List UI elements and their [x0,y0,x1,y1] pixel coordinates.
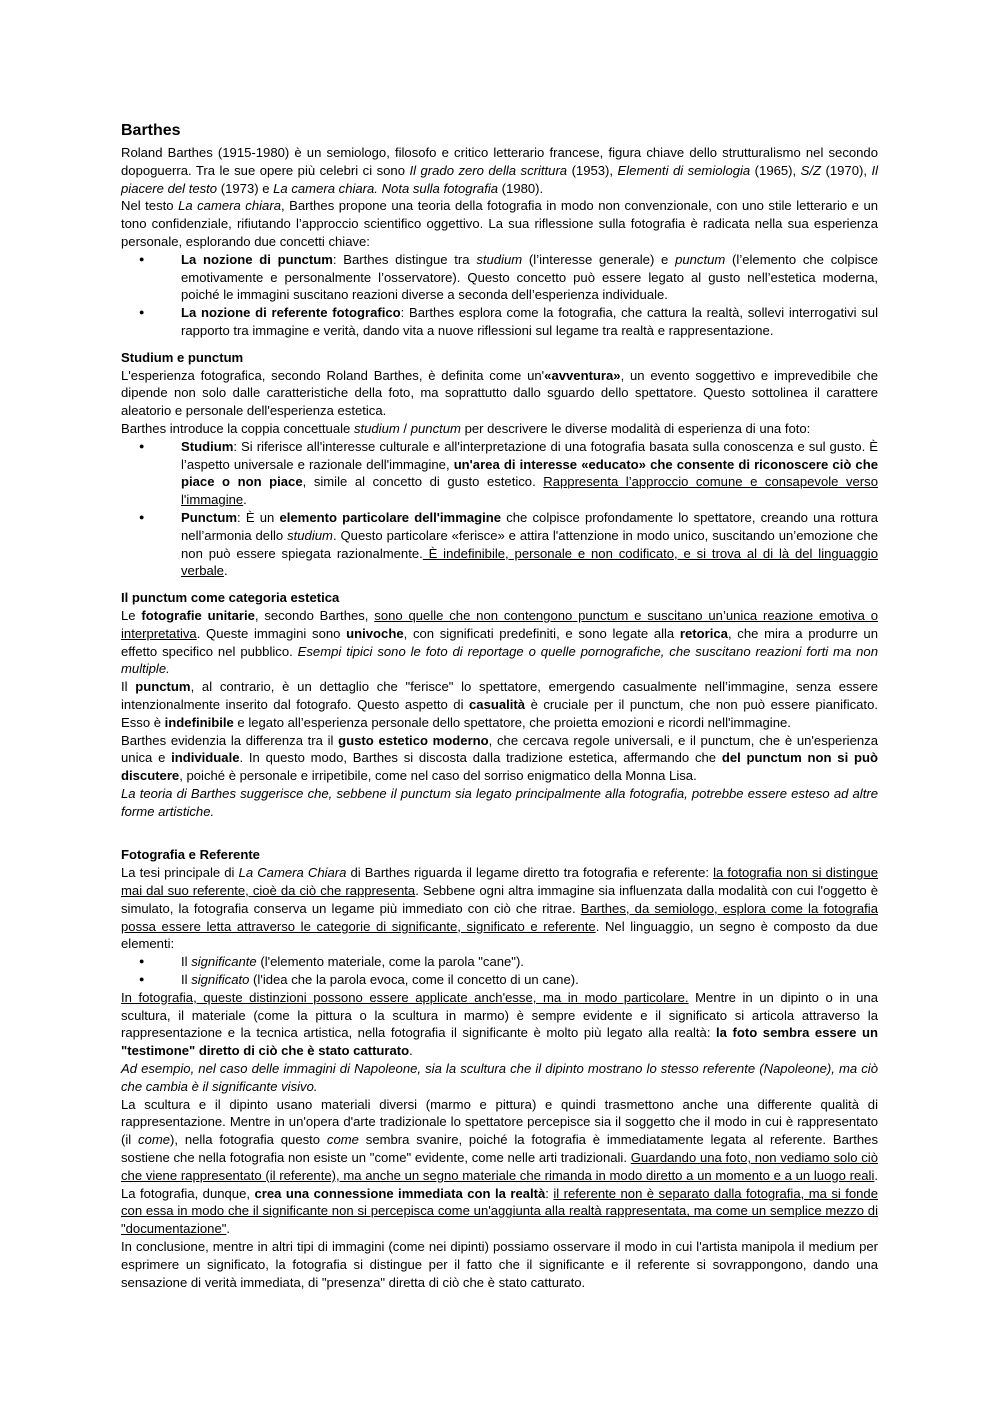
text-run: La Camera Chiara [238,865,347,881]
text-run: La camera chiara. Nota sulla fotografia [273,180,499,196]
text-run: È indefinibile, personale e non codificato, e si trova al di là del linguaggio verbale [181,545,878,579]
text-run: elemento particolare dell'immagine [279,509,502,525]
text-run: . Queste immagini sono [196,625,347,641]
text-run: (l’elemento che colpisce emotivamente e personalmente l’osservatore). Questo concetto può essere legato al gusto nell’estetica moderna, poiché le immagini suscitano reazioni diverse a seconda dell’esperienza individuale. [181,251,879,303]
text-run: studium [287,527,333,543]
text-run: crea una connessione immediata con la realtà [254,1185,546,1201]
studium-paragraph-2 [121,420,878,438]
text-run: Il [181,954,192,970]
text-run: S/Z [800,162,822,178]
text-run: punctum [675,251,726,267]
text-run: (1973) e [217,180,274,196]
referente-paragraph-1 [121,864,878,953]
text-run: Elementi di semiologia [617,162,751,178]
text-run: : Si riferisce all'interesse culturale e all'interpretazione di una fotografia basata sulla conoscenza e sul gusto. È l’aspetto universale e razionale dell'immagine, [181,438,878,472]
text-run: , che mira a produrre un effetto specifico nel pubblico. [121,625,878,659]
text-run: : Barthes distingue tra [332,251,477,267]
text-run: Il [181,972,192,988]
text-run: la fotografia non si distingue mai dal suo referente, cioè da ciò che rappresenta [121,865,878,899]
text-run: punctum [135,679,191,695]
text-run: Ad esempio, nel caso delle immagini di Napoleone, sia la scultura che il dipinto mostrano lo stesso referente (Napoleone), ma ciò che cambia è il significante visivo. [121,1061,878,1094]
intro-paragraph-1 [121,144,878,197]
punctum-paragraph-2 [121,678,878,731]
text-run: . In questo modo, Barthes si discosta dalla tradizione estetica, affermando che [239,750,722,766]
text-run: come [326,1132,359,1148]
text-run: Barthes introduce la coppia concettuale [121,420,354,436]
text-run: retorica [679,625,728,641]
text-run: Il [121,679,136,695]
punctum-paragraph-1 [121,607,878,678]
referente-paragraph-2 [121,989,878,1060]
list-item [121,509,878,580]
text-run: e legato all’esperienza personale dello spettatore, che proietta emozioni e ricordi nell'immagine. [233,714,791,730]
text-run: punctum [410,420,461,436]
text-run: Barthes evidenzia la differenza tra il [121,732,339,748]
list-item [121,971,878,989]
text-run: come [138,1132,171,1148]
intro-bullet-list [121,251,878,340]
text-run: fotografie unitarie [141,607,255,623]
text-run: Barthes, da semiologo, esplora come la fotografia possa essere letta attraverso le categorie di significante, significato e referente [121,900,878,934]
text-run: In conclusione, mentre in altri tipi di immagini (come nei dipinti) possiamo osservare il modo in cui l'artista manipola il medium per esprimere un significato, la fotografia si distingue per il fatto che il significante e il referente si sovrappongono, dando una sensazione di verità immediata, di "presenza" diretta di ciò che è stato catturato. [121,1239,878,1290]
document-title: Barthes [121,122,181,139]
document-page [121,118,878,1291]
text-run: (1953), [567,162,618,178]
text-run: . Sebbene ogni altra immagine sia influenzata dalla modalità con cui l'oggetto è simulato, la fotografia conserva un legame più immediato con ciò che ritrae. [121,883,878,916]
text-run: (l’interesse generale) e [522,251,676,267]
text-run: che colpisce profondamente lo spettatore, creando una rottura nell’armonia dello [181,509,878,543]
punctum-paragraph-3 [121,732,878,785]
referente-paragraph-3 [121,1060,878,1096]
text-run: per descrivere le diverse modalità di esperienza di una foto: [460,420,811,436]
text-run: Esempi tipici sono le foto di reportage o quelle pornografiche, che suscitano reazioni forti ma non multiple. [121,643,878,677]
text-run: , al contrario, è un dettaglio che "ferisce" lo spettatore, emergendo casualmente nell’immagine, senza essere intenzionalmente inserito dal fotografo. Questo aspetto di [121,679,878,712]
text-run: (1980). [498,180,544,196]
text-run: (l'elemento materiale, come la parola "cane"). [256,954,524,970]
text-run: individuale [171,750,240,766]
referente-paragraph-4 [121,1096,878,1238]
list-item [121,953,878,971]
text-run: , che cercava regole universali, e il punctum, che è un'esperienza unica e [121,732,878,766]
text-run: univoche [346,625,404,641]
text-run: : Barthes esplora come la fotografia, che cattura la realtà, sollevi interrogativi sul rapporto tra immagine e verità, dando vita a nuove riflessioni sul legame tra realtà e rappresentazione. [181,305,878,338]
text-run: La teoria di Barthes suggerisce che, sebbene il punctum sia legato principalmente alla fotografia, potrebbe essere esteso ad altre forme artistiche. [121,785,878,819]
text-run: Punctum [181,509,238,525]
text-run: In fotografia, queste distinzioni possono essere applicate anch'esse, ma in modo particolare. [121,989,689,1005]
text-run: , simile al concetto di gusto estetico. [302,474,544,490]
text-run: Rappresenta l’approccio comune e consapevole verso l'immagine [181,474,878,508]
text-run: la foto sembra essere un "testimone" diretto di ciò che è stato catturato [121,1025,878,1059]
list-item [121,251,878,304]
text-run: L'esperienza fotografica, secondo Roland Barthes, è definita come un' [121,367,545,383]
section-heading-studium: Studium e punctum [121,349,244,365]
text-run: , con significati predefiniti, e sono legate alla [403,625,680,641]
intro-paragraph-2 [121,197,878,250]
text-run: . [226,1221,231,1237]
referente-bullet-list [121,953,878,989]
text-run: significante [191,954,257,970]
text-run: . La fotografia, dunque, [121,1167,878,1201]
studium-bullet-list [121,438,878,580]
text-run: La scultura e il dipinto usano materiali diversi (marmo e pittura) e quindi trasmettono anche una differente qualità di rappresentazione. Mentre in un'opera d'arte tradizionale lo spettatore percepisce sia il soggetto che il modo in cui è rappresentato (il [121,1096,878,1148]
text-run: : È un [237,509,280,525]
text-run: Guardando una foto, non vediamo solo ciò che viene rappresentato (il referente), ma anche un segno materiale che rimanda in modo diretto a un momento e a un luogo reali [121,1150,878,1183]
text-run: è cruciale per il punctum, che non può essere pianificato. Esso è [121,696,878,730]
list-item [121,438,878,509]
text-run: significato [191,972,250,988]
text-run: studium [353,420,400,436]
text-run: La tesi principale di [121,865,239,881]
text-run: Mentre in un dipinto o in una scultura, il materiale (come la pittura o la scultura in marmo) è sempre evidente e il significato si articola attraverso la rappresentazione e la tecnica artistica, nella fotografia il significante è molto più legato alla realtà: [121,989,878,1041]
text-run: . Nel linguaggio, un segno è composto da due elementi: [121,918,878,952]
referente-paragraph-5 [121,1238,878,1291]
text-run: La camera chiara [178,198,281,214]
text-run: (1970), [821,162,872,178]
text-run: : [545,1185,554,1201]
text-run: indefinibile [164,714,234,730]
text-run: un'area di interesse «educato» che consente di riconoscere ciò che piace o non piace [181,456,878,490]
text-run: Le [121,607,142,623]
text-run: (1965), [750,162,801,178]
text-run: , poiché è personale e irripetibile, come nel caso del sorriso enigmatico della Monna Lisa. [179,768,697,784]
text-run: . [223,563,228,579]
text-run: gusto estetico moderno [338,732,489,748]
text-run: studium [476,251,523,267]
section-heading-referente: Fotografia e Referente [121,847,260,863]
punctum-paragraph-4 [121,785,878,821]
text-run: del punctum non si può discutere [121,750,878,784]
studium-paragraph-1 [121,367,878,420]
text-run: , un evento soggettivo e imprevedibile che dipende non solo dalle caratteristiche della foto, ma soprattutto dallo sguardo dello spettatore. Questo sottolinea il carattere aleatorio e personale dell'esperienza estetica. [121,367,878,419]
text-run: sembra svanire, poiché la fotografia è immediatamente legata al referente. Barthes sostiene che nella fotografia non esiste un "come" evidente, come nelle arti tradizionali. [121,1132,878,1166]
text-run: Studium [181,438,234,454]
text-run: , Barthes propone una teoria della fotografia in modo non convenzionale, con uno stile letterario e un tono confidenziale, rifiutando l’approccio scientifico oggettivo. La sua riflessione sulla fotografia è radicata nella sua esperienza personale, esplorando due concetti chiave: [121,198,879,249]
list-item [121,304,878,340]
text-run: «avventura» [544,367,621,383]
text-run: La nozione di referente fotografico [181,305,401,321]
text-run: ), nella fotografia questo [170,1132,327,1148]
text-run: Nel testo [121,198,179,214]
text-run: . [243,492,247,508]
text-run: . Questo particolare «ferisce» e attira l'attenzione in modo unico, suscitando un’emozione che non può essere spiegata razionalmente. [181,527,878,561]
text-run: Il piacere del testo [121,162,878,196]
text-run: . [409,1043,413,1059]
text-run: Il grado zero della scrittura [409,162,568,178]
text-run: / [399,420,411,436]
text-run: sono quelle che non contengono punctum e suscitano un’unica reazione emotiva o interpretativa [121,607,878,641]
text-run: di Barthes riguarda il legame diretto tra fotografia e referente: [346,865,714,881]
text-run: il referente non è separato dalla fotografia, ma si fonde con essa in modo che il significante non si percepisca come un'aggiunta alla realtà rappresentata, ma come un semplice mezzo di "documentazione" [121,1185,879,1237]
section-heading-punctum: Il punctum come categoria estetica [121,590,340,606]
text-run: , secondo Barthes, [254,607,375,623]
text-run: casualità [469,696,526,712]
text-run: La nozione di punctum [181,251,333,267]
text-run: Roland Barthes (1915-1980) è un semiologo, filosofo e critico letterario francese, figura chiave dello strutturalismo nel secondo dopoguerra. Tra le sue opere più celebri ci sono [121,145,878,178]
text-run: (l'idea che la parola evoca, come il concetto di un cane). [249,972,579,988]
